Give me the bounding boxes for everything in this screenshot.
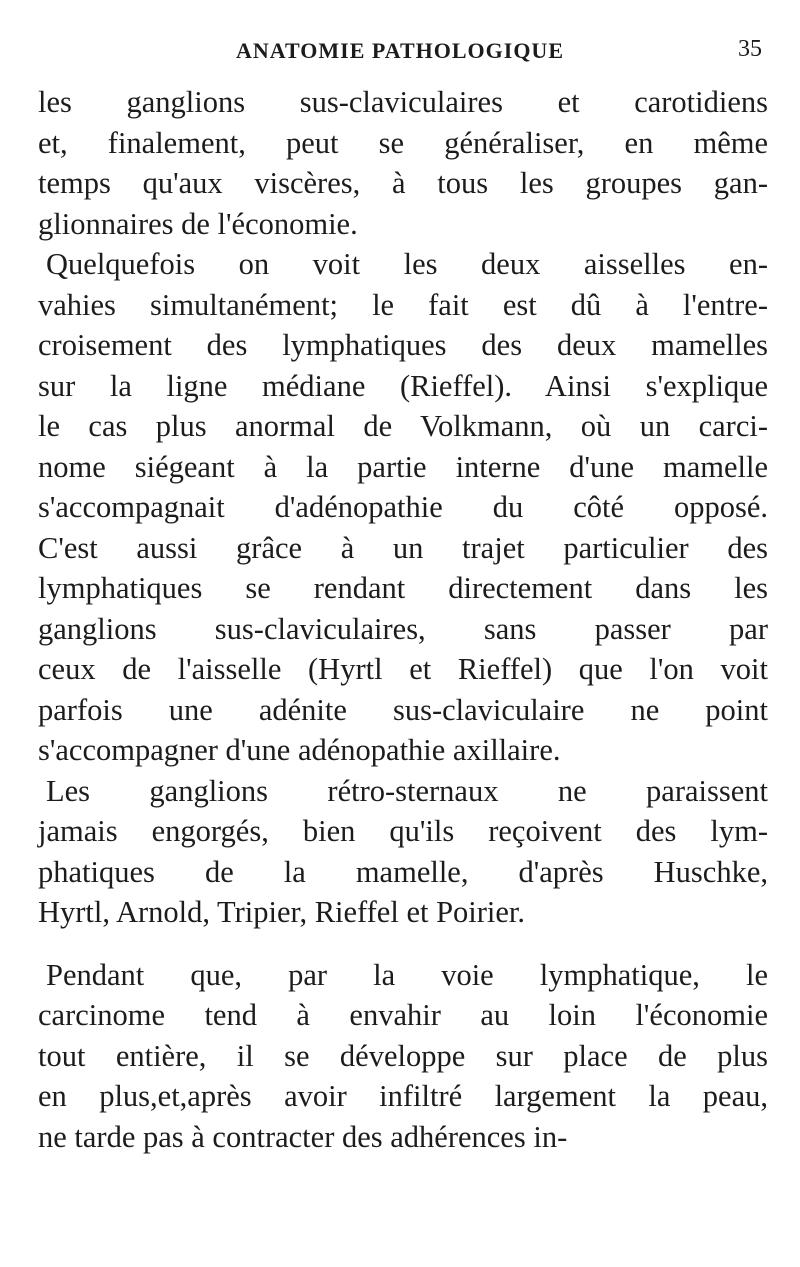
page-number: 35 — [738, 36, 762, 62]
text-line: glionnaires de l'économie. — [38, 206, 358, 241]
text-line: temps qu'aux viscères, à tous les groupes gan- — [38, 166, 768, 200]
text-line: C'est aussi grâce à un trajet particulier des — [38, 530, 768, 565]
running-header — [0, 30, 800, 70]
text-line: croisement des lymphatiques des deux mamelles — [38, 328, 768, 362]
text-line: Les ganglions rétro-sternaux ne paraissent — [46, 773, 768, 808]
text-line: parfois une adénite sus-claviculaire ne point — [38, 692, 768, 727]
text-line: s'accompagnait d'adénopathie du côté opposé. — [38, 490, 768, 524]
running-title: ANATOMIE PATHOLOGIQUE — [235, 38, 564, 63]
paragraph-4 — [38, 955, 768, 1158]
text-line: en plus,et,après avoir infiltré largement la peau, — [38, 1079, 768, 1113]
text-line: et, finalement, peut se généraliser, en même — [38, 125, 768, 160]
paragraph-3 — [38, 771, 768, 933]
text-line: les ganglions sus-claviculaires et carotidiens — [38, 85, 768, 119]
paragraph-2 — [38, 244, 768, 771]
text-line: Quelquefois on voit les deux aisselles en- — [46, 247, 768, 281]
text-line: nome siégeant à la partie interne d'une mamelle — [38, 449, 768, 484]
paragraph-spacer — [38, 933, 768, 955]
text-line: le cas plus anormal de Volkmann, où un carci- — [38, 409, 768, 443]
text-line: vahies simultanément; le fait est dû à l'entre- — [38, 287, 768, 322]
text-line: s'accompagner d'une adénopathie axillaire. — [38, 733, 561, 767]
text-line: ne tarde pas à contracter des adhérences in- — [38, 1119, 568, 1154]
text-line: phatiques de la mamelle, d'après Huschke, — [38, 854, 768, 889]
body-text — [38, 82, 768, 1157]
text-line: ceux de l'aisselle (Hyrtl et Rieffel) que l'on voit — [38, 652, 768, 686]
paragraph-1 — [38, 82, 768, 244]
text-line: sur la ligne médiane (Rieffel). Ainsi s'explique — [38, 368, 768, 403]
text-line: carcinome tend à envahir au loin l'économie — [38, 998, 768, 1032]
text-line: lymphatiques se rendant directement dans les — [38, 571, 768, 605]
text-line: jamais engorgés, bien qu'ils reçoivent des lym- — [38, 814, 768, 848]
text-line: ganglions sus-claviculaires, sans passer par — [38, 611, 768, 646]
text-line: tout entière, il se développe sur place de plus — [38, 1038, 768, 1073]
text-line: Pendant que, par la voie lymphatique, le — [46, 957, 768, 992]
text-line: Hyrtl, Arnold, Tripier, Rieffel et Poirier. — [38, 895, 526, 929]
